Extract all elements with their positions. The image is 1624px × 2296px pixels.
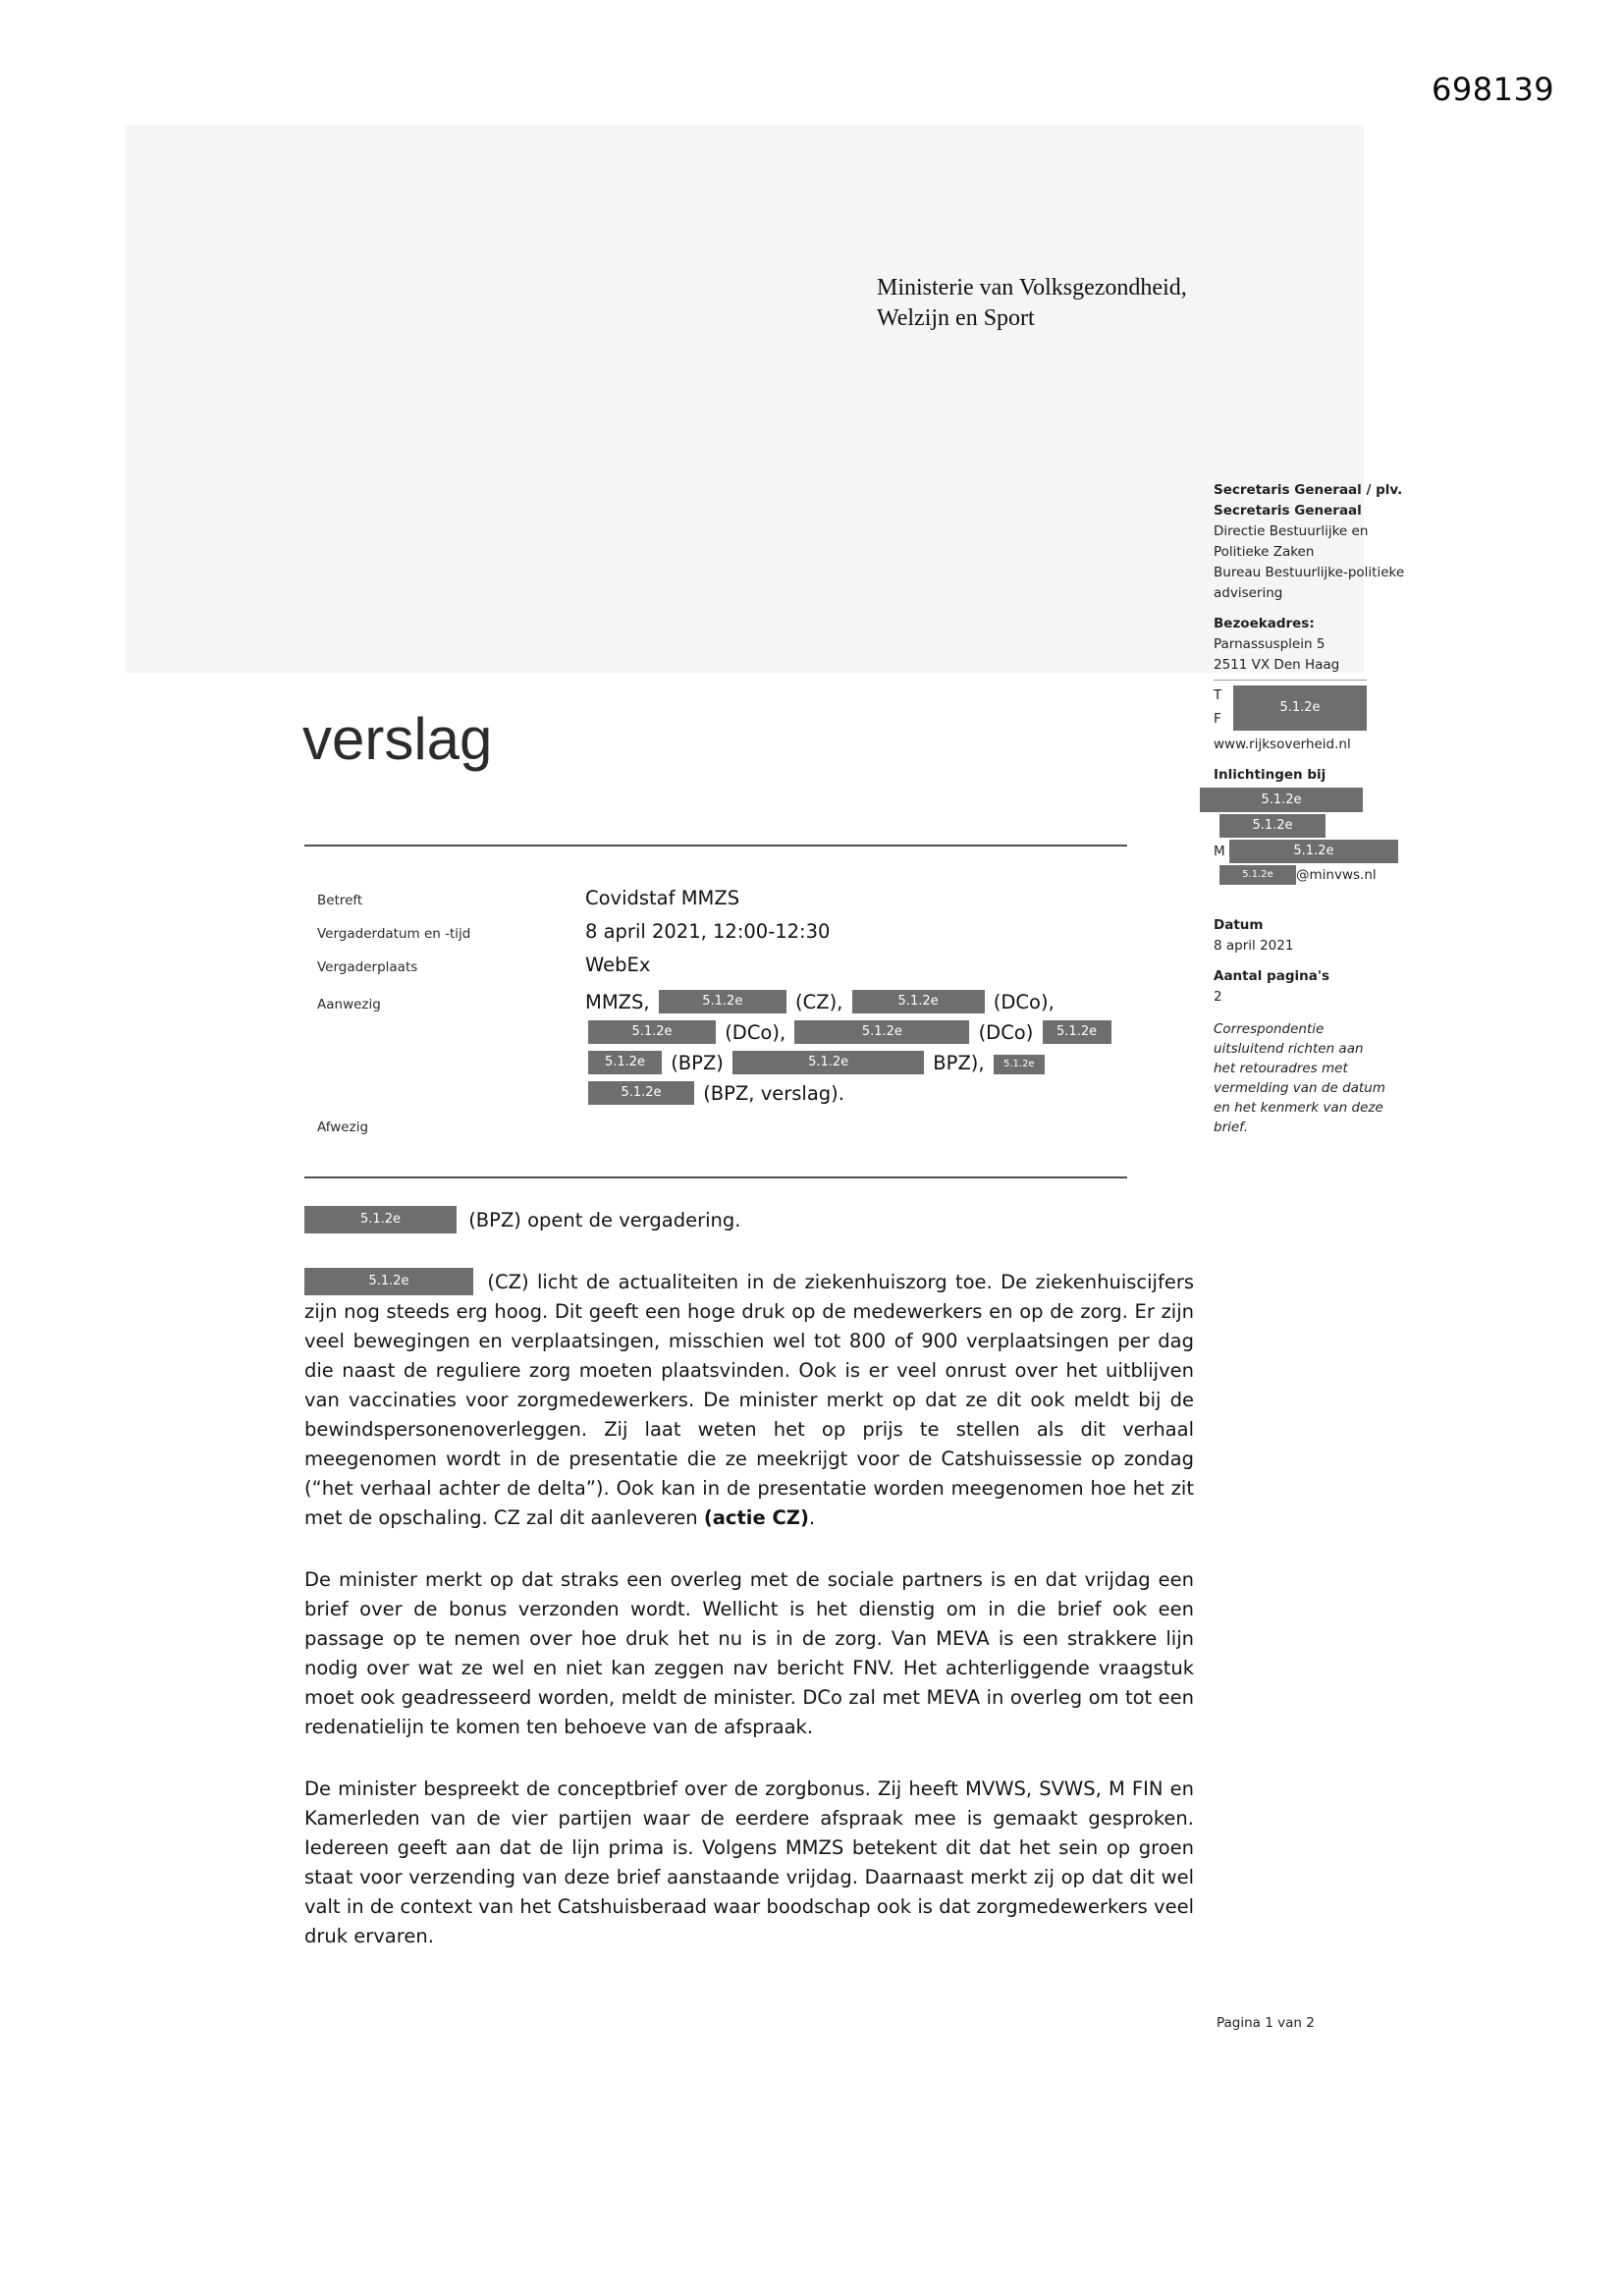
- scan-shading: [125, 125, 1364, 673]
- text-run: (DCo): [972, 1021, 1040, 1044]
- visit-address-label: Bezoekadres:: [1214, 616, 1315, 631]
- pages-value: 2: [1214, 989, 1222, 1005]
- redaction-box: 5.1.2e: [304, 1206, 457, 1233]
- org-subunit: Politieke Zaken: [1214, 544, 1315, 560]
- redaction-box: 5.1.2e: [1233, 685, 1367, 731]
- visit-address-street: Parnassusplein 5: [1214, 636, 1326, 652]
- meta-label-aanwezig: Aanwezig: [317, 997, 381, 1012]
- org-unit: Secretaris Generaal / plv.: [1214, 482, 1403, 498]
- text-run: (CZ) licht de actualiteiten in de ziekenhuiszorg toe. De ziekenhuiscijfers zijn nog steeds erg hoog. Dit geeft een hoge druk op de medewerkers en op de zorg. Er zijn veel bewegingen en verplaatsingen, misschien wel tot 800 of 900 verplaatsingen per dag die naast de reguliere zorg moeten plaatsvinden. Ook is er veel onrust over het uitblijven van vaccinaties voor zorgmedewerkers. De minister merkt op dat ze dit ook meldt bij de bewindspersonenoverleggen. Zij laat weten het op prijs te stellen als dit verhaal meegenomen wordt in de presentatie die ze meekrijgt voor de Catshuissessie op zondag (“het verhaal achter de delta”). Ook kan in de presentatie worden meegenomen hoe het zit met de opschaling. CZ zal dit aanleveren: [304, 1271, 1194, 1529]
- text-run: (BPZ, verslag).: [697, 1082, 844, 1105]
- redaction-box: 5.1.2e: [852, 990, 985, 1013]
- mobile-row: [1214, 840, 1461, 863]
- fax-prefix: F: [1214, 711, 1221, 727]
- text-run: (BPZ): [665, 1052, 731, 1074]
- meta-row-vergaderdatum: [304, 920, 1194, 943]
- meta-label-vergaderplaats: Vergaderplaats: [317, 959, 418, 975]
- sidebar-divider: [1214, 680, 1367, 681]
- org-unit: Secretaris Generaal: [1214, 503, 1362, 519]
- attendees-line: [585, 1017, 1114, 1048]
- ministry-line-1: Ministerie van Volksgezondheid,: [877, 275, 1187, 301]
- ministry-line-2: Welzijn en Sport: [877, 305, 1035, 331]
- text-run: De minister merkt op dat straks een overleg met de sociale partners is en dat vrijdag een brief over de bonus verzonden wordt. Wellicht is het dienstig om in die brief ook een passage op te nemen over hoe druk het nu is in de zorg. Van MEVA is een strakkere lijn nodig over wat ze wel en niet kan zeggen nav bericht FNV. Het achterliggende vraagstuk moet ook geadresseerd worden, meldt de minister. DCo zal met MEVA in overleg om tot een redenatielijn te komen ten behoeve van de afspraak.: [304, 1568, 1194, 1738]
- attendees-line: [585, 987, 1114, 1017]
- date-value: 8 april 2021: [1214, 938, 1294, 954]
- redaction-box: 5.1.2e: [994, 1055, 1045, 1074]
- page-indicator: Pagina 1 van 2: [1217, 2015, 1315, 2031]
- meta-value-vergaderplaats: WebEx: [585, 954, 651, 976]
- meta-row-afwezig: [304, 1120, 1194, 1135]
- redaction-box: 5.1.2e: [659, 990, 786, 1013]
- meta-table: [304, 887, 1194, 1146]
- redaction-box: 5.1.2e: [732, 1051, 924, 1074]
- body-paragraph-3: [304, 1565, 1194, 1742]
- redaction-box: 5.1.2e: [1043, 1020, 1111, 1044]
- website-link[interactable]: www.rijksoverheid.nl: [1214, 737, 1351, 752]
- body-paragraph-4: [304, 1775, 1194, 1951]
- org-subunit: Bureau Bestuurlijke-politieke: [1214, 565, 1405, 580]
- redaction-box: 5.1.2e: [304, 1268, 473, 1295]
- attendees-line: [585, 1078, 1114, 1109]
- meta-value-vergaderdatum: 8 april 2021, 12:00-12:30: [585, 920, 831, 943]
- text-run: (CZ),: [788, 991, 849, 1013]
- page-title: verslag: [302, 706, 493, 772]
- mobile-prefix: M: [1214, 844, 1225, 859]
- redaction-box: 5.1.2e: [588, 1020, 716, 1044]
- redaction-box: 5.1.2e: [1219, 814, 1326, 838]
- meta-row-vergaderplaats: [304, 954, 1194, 976]
- visit-address-city: 2511 VX Den Haag: [1214, 657, 1340, 673]
- pages-label: Aantal pagina's: [1214, 968, 1330, 984]
- org-subunit: Directie Bestuurlijke en: [1214, 523, 1369, 539]
- redaction-box: 5.1.2e: [794, 1020, 969, 1044]
- text-run: BPZ),: [927, 1052, 991, 1074]
- redaction-box: 5.1.2e: [588, 1051, 662, 1074]
- text-run: MMZS,: [585, 991, 656, 1013]
- body-text: [304, 1206, 1194, 1984]
- meta-value-betreft: Covidstaf MMZS: [585, 887, 740, 909]
- phone-prefix: T: [1214, 687, 1222, 703]
- date-label: Datum: [1214, 917, 1264, 933]
- attendees-line: [585, 1048, 1114, 1078]
- text-run: De minister bespreekt de conceptbrief over de zorgbonus. Zij heeft MVWS, SVWS, M FIN en Kamerleden van de vier partijen waar de eerdere afspraak mee is gemaakt gesproken. Iedereen geeft aan dat de lijn prima is. Volgens MMZS betekent dit dat het sein op groen staat voor verzending van deze brief aanstaande vrijdag. Daarnaast merkt zij op dat dit wel valt in de context van het Catshuisberaad waar boodschap ook is dat zorgmedewerkers veel druk ervaren.: [304, 1777, 1194, 1947]
- redaction-box: 5.1.2e: [1229, 840, 1398, 863]
- phone-fax-block: [1214, 683, 1461, 735]
- meta-label-vergaderdatum: Vergaderdatum en -tijd: [317, 926, 471, 942]
- meta-row-aanwezig: [304, 987, 1194, 1109]
- redaction-box: 5.1.2e: [1219, 865, 1296, 885]
- meta-value-aanwezig: [585, 987, 1114, 1109]
- org-subunit: advisering: [1214, 585, 1283, 601]
- redaction-box: 5.1.2e: [1200, 788, 1363, 812]
- body-paragraph-2: [304, 1268, 1194, 1533]
- letterhead-sidebar: [1214, 480, 1461, 1137]
- document-number: 698139: [1432, 71, 1555, 108]
- contact-label: Inlichtingen bij: [1214, 767, 1326, 783]
- email-suffix: @minvws.nl: [1296, 867, 1377, 883]
- ministry-header: [877, 273, 1187, 334]
- text-run: (BPZ) opent de vergadering.: [462, 1209, 741, 1231]
- text-run: (DCo),: [719, 1021, 792, 1044]
- correspondence-note: Correspondentie uitsluitend richten aan het retouradres met vermelding van de datum en het kenmerk van deze brief.: [1214, 1021, 1385, 1135]
- redaction-box: 5.1.2e: [588, 1081, 694, 1105]
- meta-label-afwezig: Afwezig: [317, 1120, 369, 1135]
- text-run: .: [808, 1506, 816, 1529]
- phone-fax-prefixes: [1214, 683, 1221, 731]
- top-divider: [304, 845, 1127, 847]
- text-run: (actie CZ): [703, 1506, 809, 1529]
- email-row: [1219, 865, 1461, 886]
- text-run: (DCo),: [987, 991, 1055, 1013]
- meta-label-betreft: Betreft: [317, 893, 363, 908]
- body-paragraph-1: [304, 1206, 1194, 1235]
- meta-row-betreft: [304, 887, 1194, 909]
- bottom-divider: [304, 1176, 1127, 1178]
